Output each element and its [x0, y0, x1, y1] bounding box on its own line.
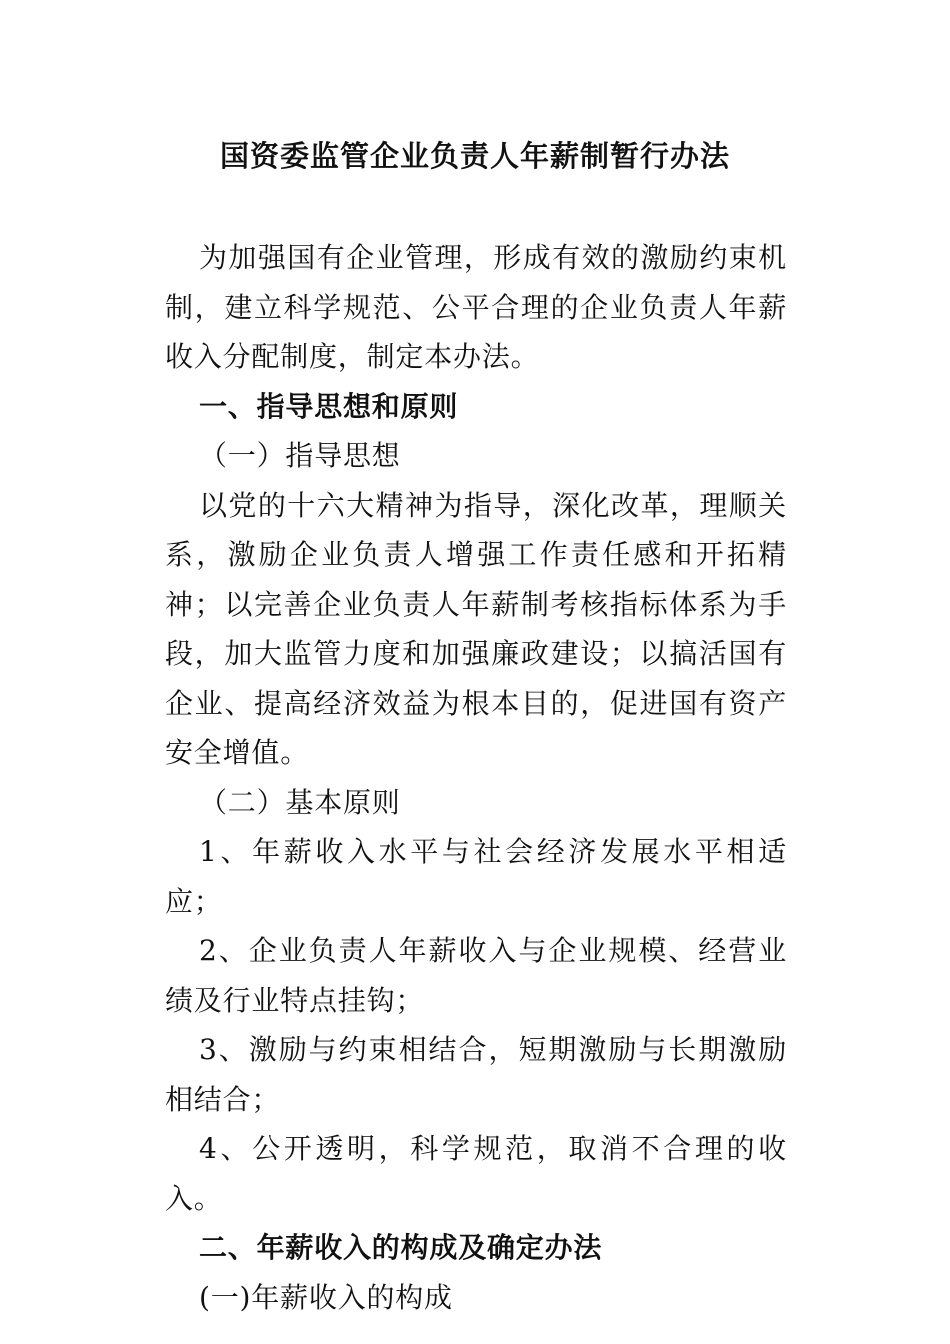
principle-item: 4、公开透明，科学规范，取消不合理的收入。 [165, 1132, 787, 1215]
intro-paragraph: 为加强国有企业管理，形成有效的激励约束机制，建立科学规范、公平合理的企业负责人年薪收入分配制度，制定本办法。 [165, 241, 787, 373]
section-1-sub-1-heading: （一）指导思想 [199, 439, 401, 472]
section-1-heading: 一、指导思想和原则 [199, 389, 459, 423]
principle-item: 3、激励与约束相结合，短期激励与长期激励相结合； [165, 1033, 787, 1116]
principle-item: 1、年薪收入水平与社会经济发展水平相适应； [165, 835, 787, 918]
section-1-sub-2-heading: （二）基本原则 [199, 785, 401, 819]
document-title: 国资委监管企业负责人年薪制暂行办法 [219, 139, 730, 173]
principle-item: 2、企业负责人年薪收入与企业规模、经营业绩及行业特点挂钩； [165, 934, 787, 1017]
section-2-heading: 二、年薪收入的构成及确定办法 [199, 1231, 603, 1264]
document-body [165, 233, 787, 1322]
section-2-sub-1-heading: (一)年薪收入的构成 [199, 1280, 453, 1314]
guiding-thought-paragraph: 以党的十六大精神为指导，深化改革，理顺关系，激励企业负责人增强工作责任感和开拓精神；以完善企业负责人年薪制考核指标体系为手段，加大监管力度和加强廉政建设；以搞活国有企业、提高经济效益为根本目的，促进国有资产安全增值。 [165, 488, 787, 769]
